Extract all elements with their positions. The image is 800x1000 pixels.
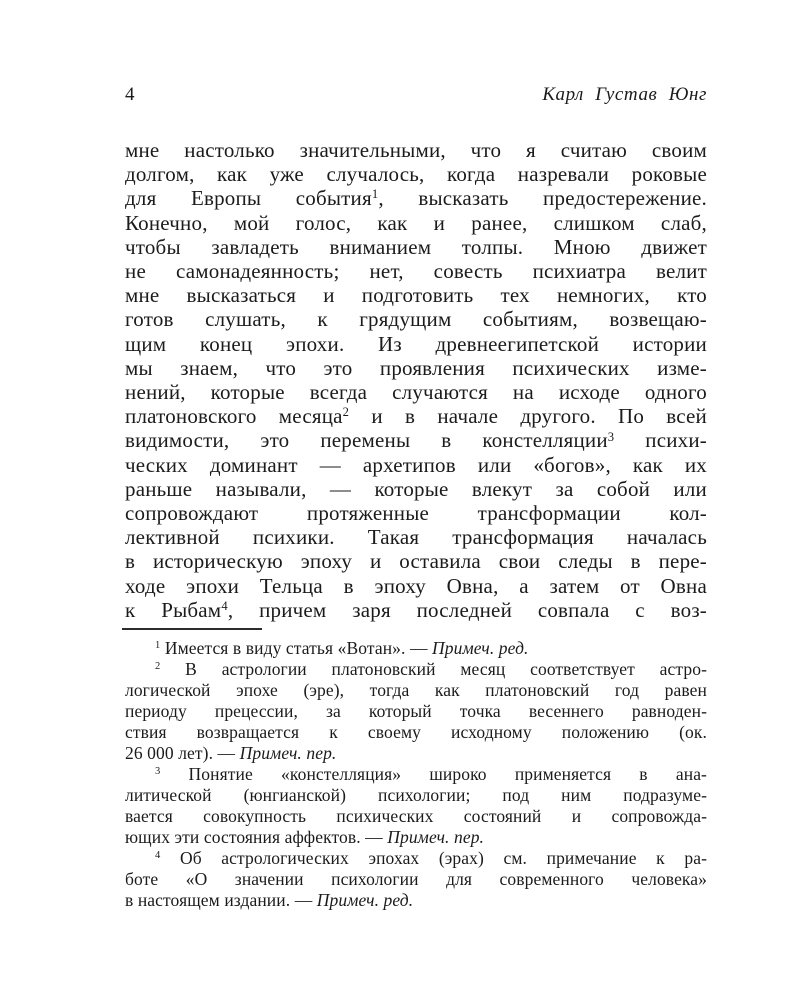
body-line: готов слушать, к грядущим событиям, возвещаю-	[125, 307, 707, 332]
body-line: не самонадеянность; нет, совесть психиатра велит	[125, 259, 707, 284]
body-line: нений, которые всегда случаются на исходе одного	[125, 380, 707, 405]
footnote-ref: 2	[155, 661, 161, 673]
page-number: 4	[125, 84, 135, 105]
footnote-ref: 3	[607, 429, 615, 444]
body-line: чтобы завладеть вниманием толпы. Мною движет	[125, 234, 707, 259]
body-line: мы знаем, что это проявления психических изме-	[125, 355, 707, 380]
italic-note-label: Примеч. пер.	[387, 827, 485, 847]
body-line: ческих доминант — архетипов или «богов», как их	[125, 452, 707, 477]
running-head: Карл Густав Юнг	[542, 84, 707, 105]
body-line: Конечно, мой голос, как и ранее, слишком слаб,	[125, 210, 707, 235]
body-line: долгом, как уже случалось, когда назревали роковые	[125, 162, 707, 187]
footnote-line: вается совокупность психических состояний и сопровожда-	[125, 806, 707, 826]
footnote	[125, 848, 707, 911]
body-line: щим конец эпохи. Из древнеегипетской истории	[125, 331, 707, 356]
italic-note-label: Примеч. ред.	[432, 638, 529, 658]
footnote-separator	[122, 628, 262, 630]
footnote-line: $^2$ В астрологии платоновский месяц соответствует астро-	[155, 659, 707, 679]
footnotes-section	[125, 624, 707, 911]
body-line: для Европы события$^1$, высказать предостережение.	[125, 186, 707, 211]
footnote	[125, 764, 707, 848]
body-line: видимости, это перемены в констелляции$^3$ психи-	[125, 428, 707, 453]
body-text	[125, 138, 707, 622]
footnotes-list	[125, 638, 707, 911]
body-line: раньше называли, — которые влекут за собой или	[125, 476, 707, 501]
body-line: сопровождают протяженные трансформации кол-	[125, 501, 707, 526]
footnote-line: ствия возвращается к своему исходному положению (ок.	[125, 722, 707, 742]
footnote-line: логической эпохе (эре), тогда как платоновский год равен	[125, 680, 707, 700]
footnote	[125, 638, 707, 659]
body-line: в историческую эпоху и оставила свои следы в пере-	[125, 549, 707, 574]
footnote-ref: 1	[155, 640, 161, 652]
body-line: платоновского месяца$^2$ и в начале другого. По всей	[125, 404, 707, 429]
body-line: к Рыбам$^4$, причем заря последней совпала с воз-	[125, 597, 708, 622]
body-line: ходе эпохи Тельца в эпоху Овна, а затем от Овна	[125, 573, 707, 598]
footnote-ref: 4	[221, 598, 228, 613]
footnote-line: боте «О значении психологии для современного человека»	[125, 869, 707, 889]
footnote-ref: 4	[155, 850, 161, 862]
footnote-line: 26 000 лет). — Примеч. пер.	[125, 743, 337, 763]
body-line: мне настолько значительными, что я считаю своим	[125, 138, 707, 162]
footnote	[125, 659, 707, 764]
footnote-line: $^3$ Понятие «констелляция» широко применяется в ана-	[155, 764, 707, 784]
italic-note-label: Примеч. пер.	[239, 743, 337, 763]
body-line: лективной психики. Такая трансформация началась	[125, 525, 707, 550]
body-line: мне высказаться и подготовить тех немногих, кто	[125, 283, 707, 308]
footnote-line: ющих эти состояния аффектов. — Примеч. пер.	[125, 827, 485, 847]
footnote-line: $^4$ Об астрологических эпохах (эрах) см. примечание к ра-	[155, 848, 707, 868]
page-header	[125, 84, 707, 106]
footnote-line: в настоящем издании. — Примеч. ред.	[125, 890, 414, 910]
italic-note-label: Примеч. ред.	[316, 890, 414, 910]
footnote-line: $^1$ Имеется в виду статья «Вотан». — Примеч. ред.	[155, 638, 529, 658]
footnote-line: литической (юнгианской) психологии; под ним подразуме-	[125, 785, 707, 805]
footnote-ref: 3	[155, 766, 161, 778]
footnote-ref: 2	[342, 405, 350, 420]
footnote-line: периоду прецессии, за который точка весеннего равноден-	[125, 701, 707, 721]
footnote-ref: 1	[371, 187, 379, 202]
